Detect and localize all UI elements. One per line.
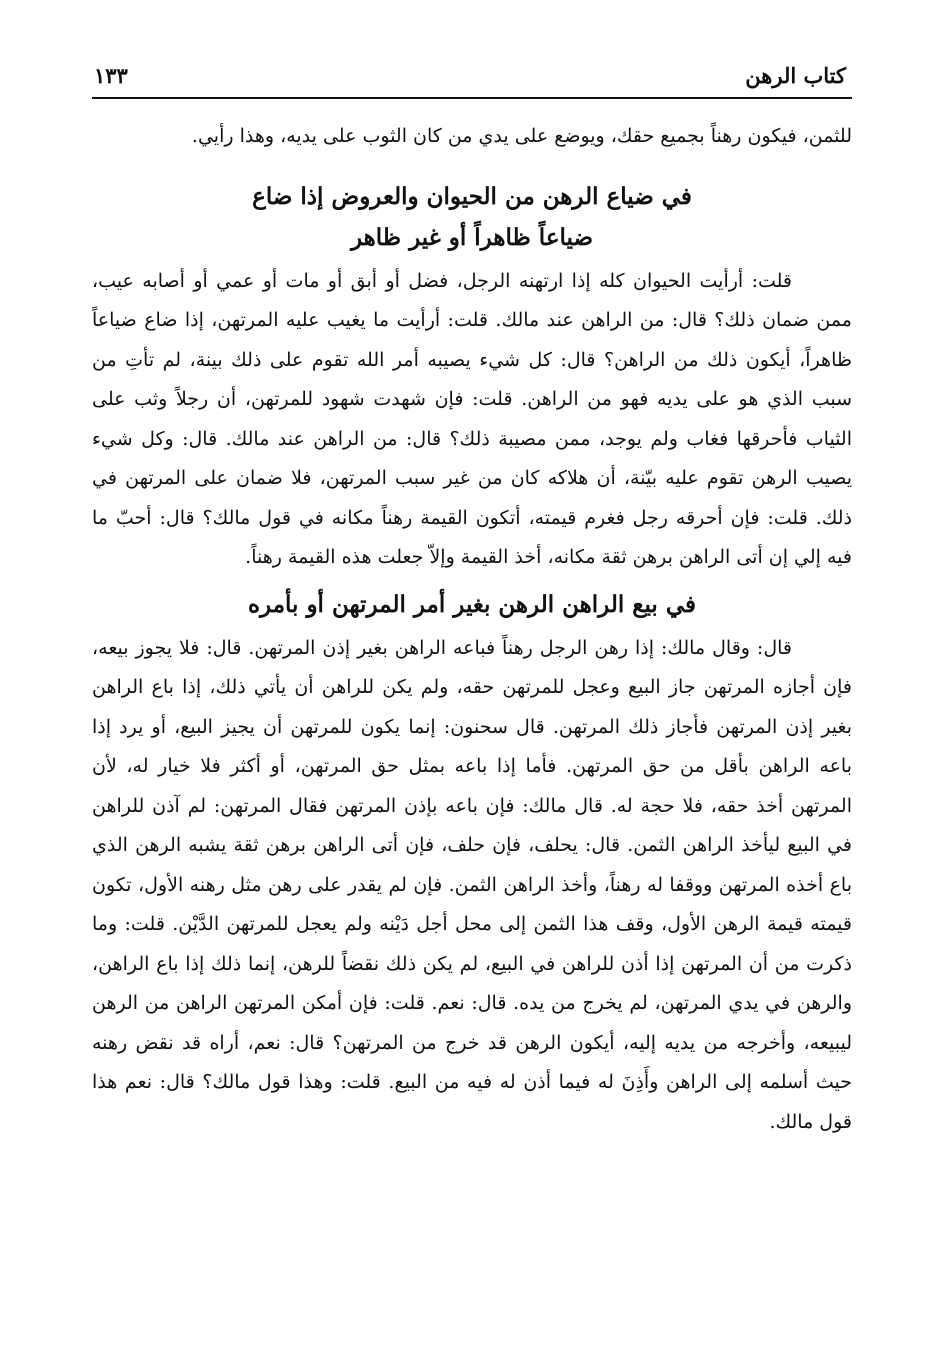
section-paragraph-sale-of-pledge: قال: وقال مالك: إذا رهن الرجل رهناً فباعه الراهن بغير إذن المرتهن. قال: فلا يجوز بيعه، فإن أجازه المرتهن جاز البيع وعجل للمرتهن حقه، ولم يكن للراهن أن يأتي ذلك، إذا باع الراهن بغير إذن المرتهن فأجاز ذلك المرتهن. قال سحنون: إنما يكون للمرتهن أن يجيز البيع، أو يرد إذا باعه الراهن بأقل من حق المرتهن. فأما إذا باعه بمثل حق المرتهن، أو أكثر فلا خيار له، لأن المرتهن أخذ حقه، فلا حجة له. قال مالك: فإن باعه بإذن المرتهن فقال المرتهن: لم آذن للراهن في البيع ليأخذ الراهن الثمن. قال: يحلف، فإن حلف، فإن أتى الراهن برهن ثقة يشبه الرهن الذي باع أخذه المرتهن ووقفا له رهناً، وأخذ الراهن الثمن. فإن لم يقدر على رهن مثل رهنه الأول، تكون قيمته قيمة الرهن الأول، وقف هذا الثمن إلى محل أجل دَيْنه ولم يعجل للمرتهن الدَّيْن. قلت: وما ذكرت من أن المرتهن إذا أذن للراهن في البيع، لم يكن ذلك نقضاً للرهن، إنما ذلك إذا باع الراهن، والرهن في يدي المرتهن، لم يخرج من يده. قال: نعم. قلت: فإن أمكن المرتهن الراهن من الرهن ليبيعه، وأخرجه من يديه إليه، أيكون الرهن قد خرج من المرتهن؟ قال: نعم، أراه قد نقض رهنه حيث أسلمه إلى الراهن وأَذِنَ له فيما أذن له فيه من البيع. قلت: وهذا قول مالك؟ قال: نعم هذا قول مالك. — [92, 636, 852, 1133]
page-header — [92, 55, 852, 99]
book-page — [92, 55, 852, 1305]
page-number: ١٣٣ — [94, 63, 128, 88]
running-title: كتاب الرهن — [745, 63, 846, 88]
section-heading-sale-of-pledge: في بيع الراهن الرهن بغير أمر المرتهن أو بأمره — [247, 590, 697, 618]
opening-paragraph: للثمن، فيكون رهناً بجميع حقك، ويوضع على يدي من كان الثوب على يديه، وهذا رأيي. — [191, 125, 852, 147]
section-heading-line-2: ضياعاً ظاهراً أو غير ظاهر — [350, 223, 594, 251]
section-paragraph-loss-of-pledge: قلت: أرأيت الحيوان كله إذا ارتهنه الرجل، فضل أو أبق أو مات أو عمي أو أصابه عيب، ممن ضمان ذلك؟ قال: من الراهن عند مالك. قلت: أرأيت ما يغيب عليه المرتهن، إذا ضاع ضياعاً ظاهراً، أيكون ذلك من الراهن؟ قال: كل شيء يصيبه أمر الله تقوم على ذلك بينة، لم تأتِ من سبب الذي هو على يديه فهو من الراهن. قلت: فإن شهدت شهود للمرتهن، أن رجلاً وثب على الثياب فأحرقها فغاب ولم يوجد، ممن مصيبة ذلك؟ قال: من الراهن عند مالك. قال: وكل شيء يصيب الرهن تقوم عليه بيّنة، أن هلاكه كان من غير سبب المرتهن، فلا ضمان على المرتهن في ذلك. قلت: فإن أحرقه رجل فغرم قيمته، أتكون القيمة رهناً مكانه في قول مالك؟ قال: أحبّ ما فيه إلي إن أتى الراهن برهن ثقة مكانه، أخذ القيمة وإلاّ جعلت هذه القيمة رهناً. — [92, 269, 852, 568]
page-body — [92, 99, 852, 1142]
section-heading-loss-of-pledge — [92, 176, 852, 258]
section-heading-line-1: في ضياع الرهن من الحيوان والعروض إذا ضاع — [252, 182, 692, 210]
